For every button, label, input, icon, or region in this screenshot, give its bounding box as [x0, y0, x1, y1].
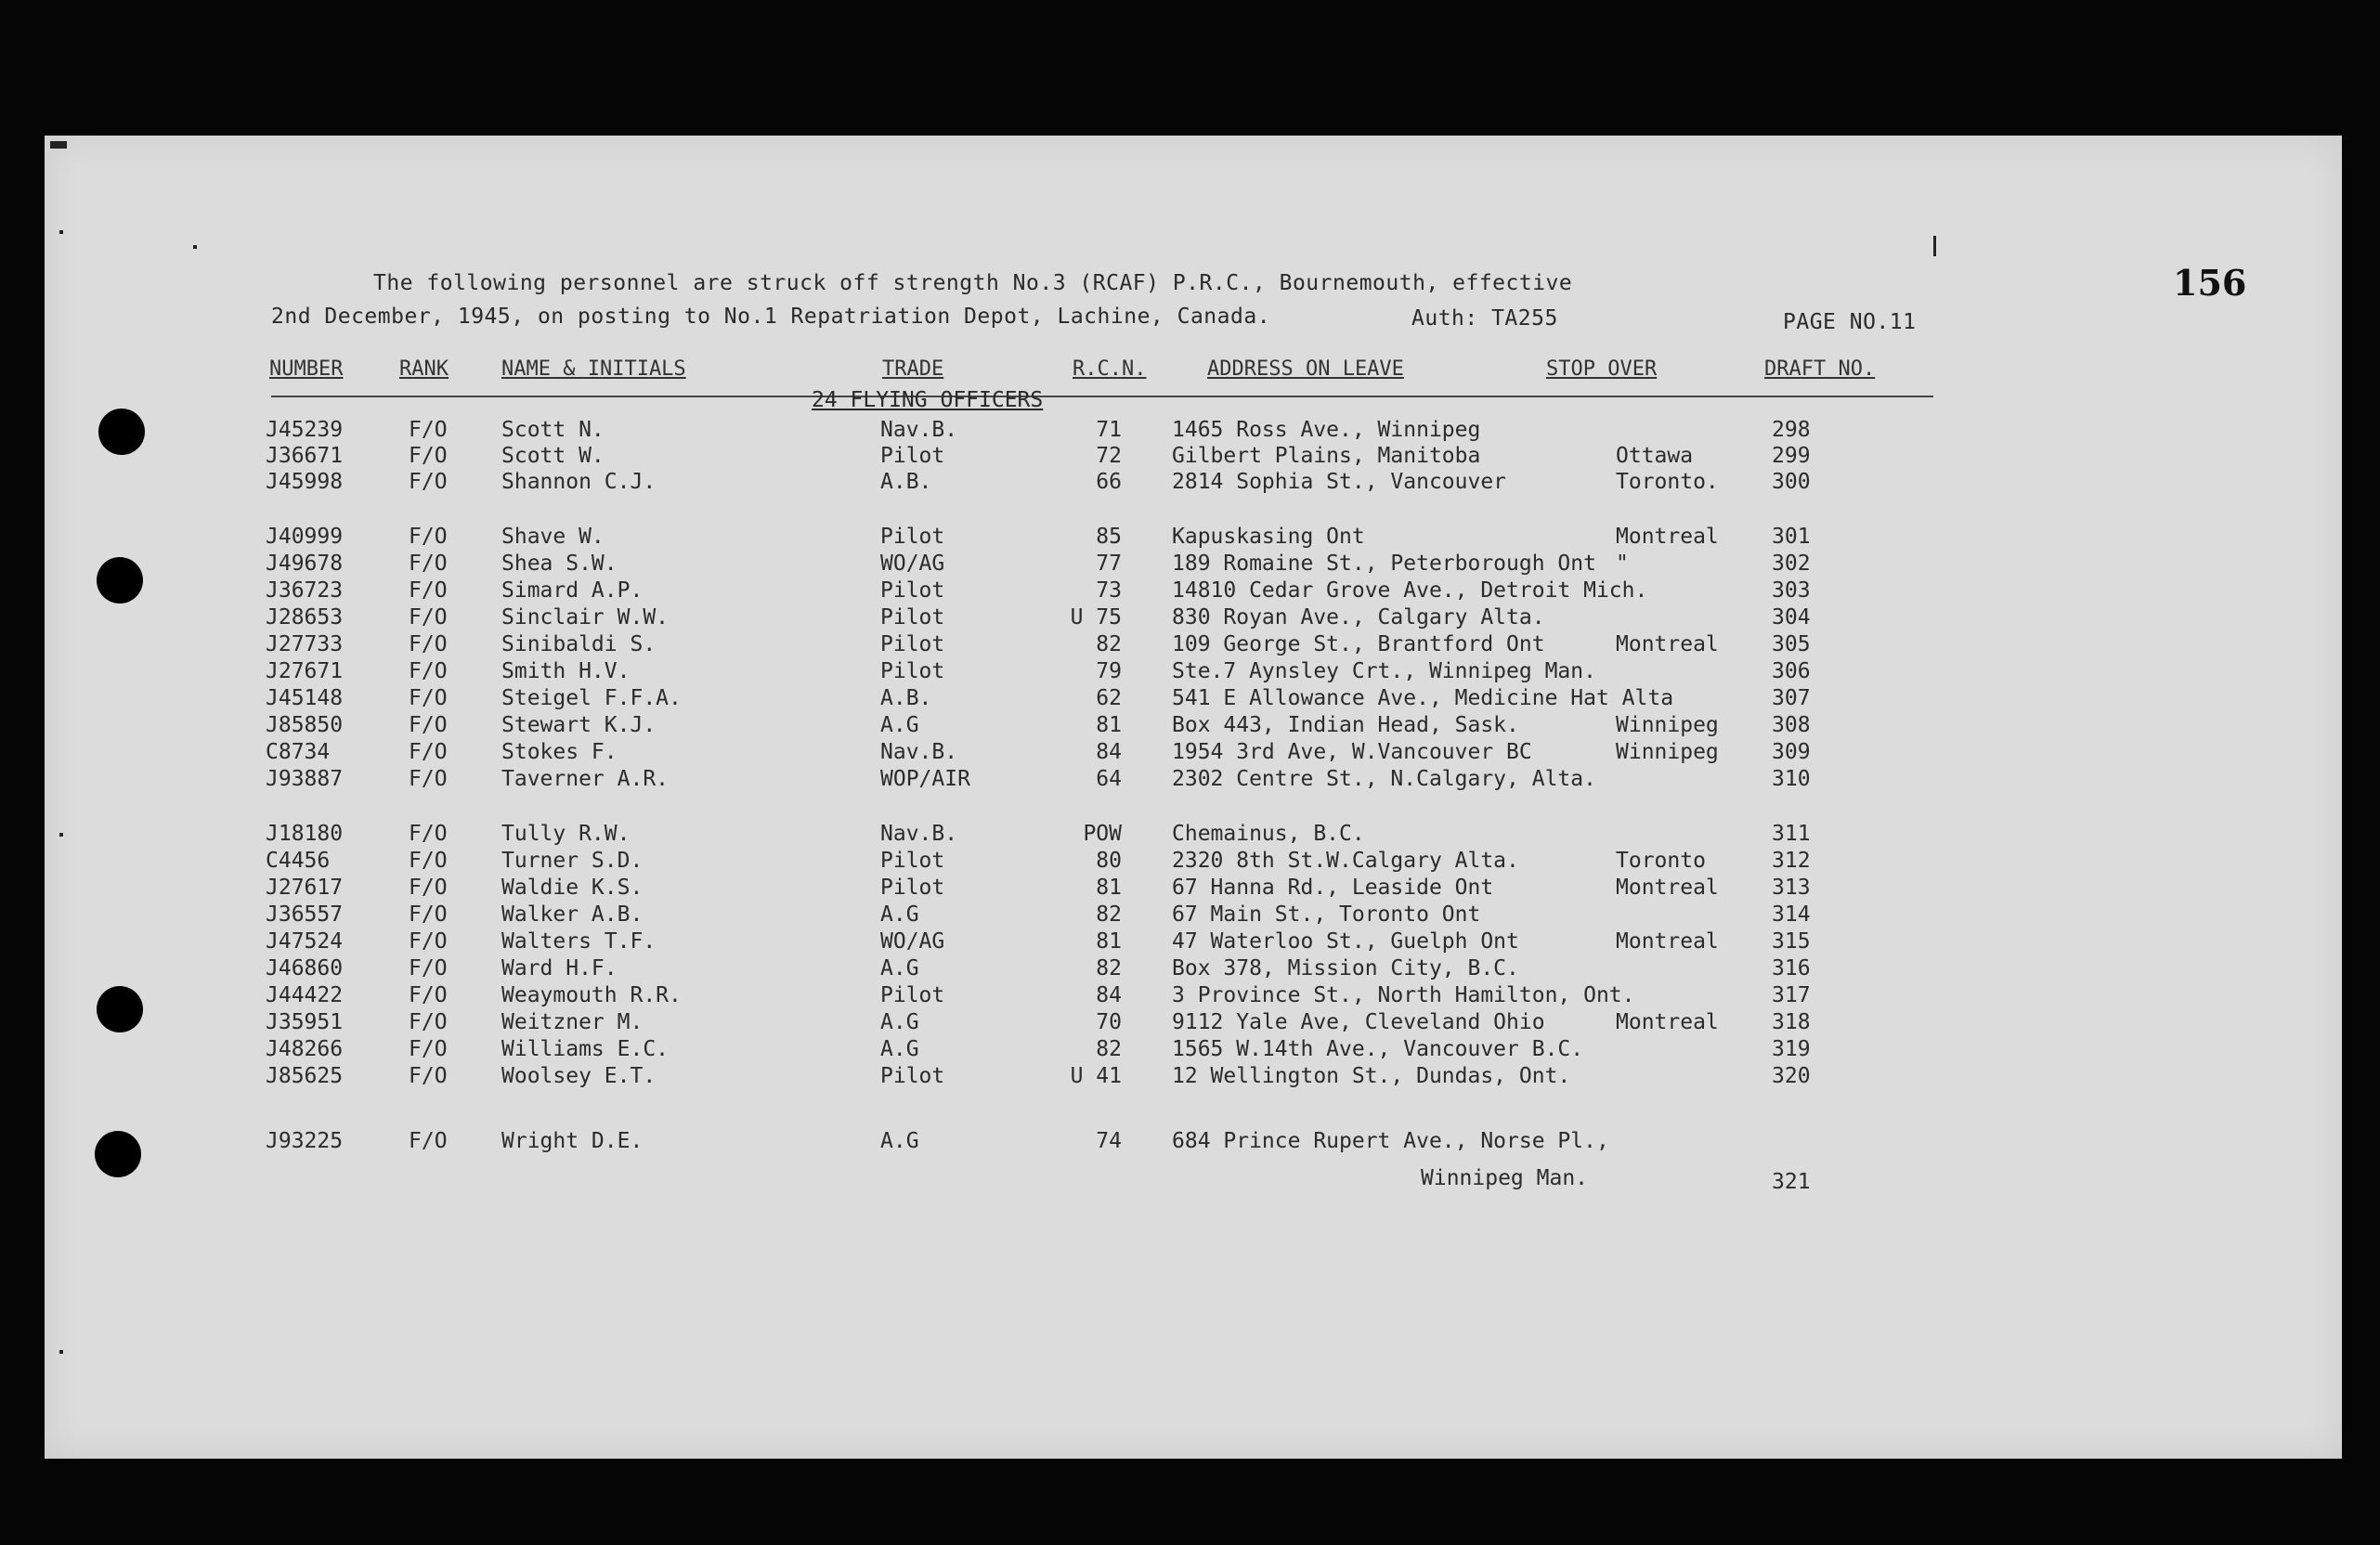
row-rcn: 79	[1096, 659, 1122, 683]
table-row	[0, 929, 2380, 957]
row-name: Taverner A.R.	[501, 767, 670, 791]
header-rank: RANK	[399, 357, 449, 381]
row-trade: A.G	[880, 1129, 919, 1153]
row-stop-over: Montreal	[1616, 929, 1719, 954]
row-rank: F/O	[409, 902, 448, 927]
row-rcn: 82	[1096, 632, 1122, 656]
row-trade: Pilot	[880, 578, 945, 603]
row-name: Smith H.V.	[501, 659, 631, 683]
row-name: Walker A.B.	[501, 902, 644, 927]
row-address: 47 Waterloo St., Guelph Ont	[1172, 929, 1519, 954]
row-rank: F/O	[409, 1010, 448, 1034]
row-draft-no: 300	[1772, 470, 1811, 494]
table-row	[0, 1129, 2380, 1194]
row-trade: Pilot	[880, 849, 945, 873]
row-trade: Pilot	[880, 525, 945, 549]
row-rank: F/O	[409, 929, 448, 954]
row-address: Kapuskasing Ont	[1172, 525, 1365, 549]
row-trade: A.G	[880, 713, 919, 737]
table-row	[0, 1010, 2380, 1038]
row-number: J35951	[266, 1010, 344, 1034]
row-stop-over: Montreal	[1616, 876, 1719, 900]
table-row	[0, 876, 2380, 903]
row-name: Stewart K.J.	[501, 713, 657, 737]
table-row	[0, 444, 2380, 472]
row-rank: F/O	[409, 659, 448, 683]
row-name: Stokes F.	[501, 740, 618, 764]
row-address: 2302 Centre St., N.Calgary, Alta.	[1172, 767, 1596, 791]
row-rank: F/O	[409, 578, 448, 603]
row-name: Williams E.C.	[501, 1037, 670, 1061]
row-trade: Pilot	[880, 632, 945, 656]
row-number: J36671	[266, 444, 344, 468]
row-trade: A.G	[880, 902, 919, 927]
table-row	[0, 578, 2380, 606]
table-row	[0, 418, 2380, 446]
row-draft-no: 318	[1772, 1010, 1811, 1034]
sheet-mark	[1933, 236, 1936, 256]
row-address: 14810 Cedar Grove Ave., Detroit Mich.	[1172, 578, 1648, 603]
row-stop-over: Ottawa	[1616, 444, 1694, 468]
table-row	[0, 740, 2380, 768]
header-rcn: R.C.N.	[1073, 357, 1147, 381]
table-row	[0, 525, 2380, 552]
row-stop-over: Toronto	[1616, 849, 1706, 873]
row-name: Shannon C.J.	[501, 470, 657, 494]
header-rule	[271, 396, 1933, 397]
row-address: 1465 Ross Ave., Winnipeg	[1172, 418, 1481, 442]
row-draft-no: 310	[1772, 767, 1811, 791]
row-name: Sinclair W.W.	[501, 605, 670, 630]
row-rank: F/O	[409, 849, 448, 873]
row-rank: F/O	[409, 418, 448, 442]
row-trade: A.B.	[880, 686, 932, 710]
row-rcn: 80	[1096, 849, 1122, 873]
table-row	[0, 713, 2380, 741]
row-draft-no: 313	[1772, 876, 1811, 900]
row-name: Tully R.W.	[501, 822, 631, 846]
row-stop-over: Montreal	[1616, 1010, 1719, 1034]
row-stop-over: Montreal	[1616, 632, 1719, 656]
row-trade: WO/AG	[880, 552, 945, 576]
row-number: J47524	[266, 929, 344, 954]
row-draft-no: 317	[1772, 983, 1811, 1007]
row-rank: F/O	[409, 632, 448, 656]
row-rank: F/O	[409, 956, 448, 980]
row-rcn: 82	[1096, 1037, 1122, 1061]
table-row	[0, 659, 2380, 687]
row-number: J27733	[266, 632, 344, 656]
row-rcn: 85	[1096, 525, 1122, 549]
row-number: J28653	[266, 605, 344, 630]
row-draft-no: 306	[1772, 659, 1811, 683]
row-number: J44422	[266, 983, 344, 1007]
row-name: Wright D.E.	[501, 1129, 644, 1153]
row-stop-over: Winnipeg	[1616, 740, 1719, 764]
row-name: Turner S.D.	[501, 849, 644, 873]
row-rank: F/O	[409, 1037, 448, 1061]
row-trade: A.B.	[880, 470, 932, 494]
row-rcn: 81	[1096, 713, 1122, 737]
row-draft-no: 312	[1772, 849, 1811, 873]
header-address: ADDRESS ON LEAVE	[1207, 357, 1404, 381]
row-rank: F/O	[409, 876, 448, 900]
row-draft-no: 321	[1772, 1170, 1811, 1194]
row-trade: A.G	[880, 1037, 919, 1061]
row-address: 67 Hanna Rd., Leaside Ont	[1172, 876, 1494, 900]
row-number: C4456	[266, 849, 331, 873]
row-trade: Nav.B.	[880, 740, 958, 764]
row-name: Sinibaldi S.	[501, 632, 657, 656]
row-draft-no: 303	[1772, 578, 1811, 603]
row-trade: Pilot	[880, 876, 945, 900]
row-rank: F/O	[409, 605, 448, 630]
row-rcn: 84	[1096, 740, 1122, 764]
sheet-mark	[50, 141, 67, 149]
row-stop-over: Montreal	[1616, 525, 1719, 549]
row-name: Ward H.F.	[501, 956, 618, 980]
row-trade: WOP/AIR	[880, 767, 970, 791]
row-trade: Pilot	[880, 659, 945, 683]
header-number: NUMBER	[269, 357, 344, 381]
row-number: J27671	[266, 659, 344, 683]
row-draft-no: 308	[1772, 713, 1811, 737]
row-number: J36723	[266, 578, 344, 603]
row-address: 109 George St., Brantford Ont	[1172, 632, 1545, 656]
row-draft-no: 315	[1772, 929, 1811, 954]
row-number: J46860	[266, 956, 344, 980]
row-draft-no: 298	[1772, 418, 1811, 442]
row-rcn: 84	[1096, 983, 1122, 1007]
row-number: C8734	[266, 740, 331, 764]
row-name: Shea S.W.	[501, 552, 618, 576]
intro-line-2: 2nd December, 1945, on posting to No.1 Repatriation Depot, Lachine, Canada.	[271, 305, 1271, 329]
row-trade: Pilot	[880, 1064, 945, 1088]
row-trade: Nav.B.	[880, 418, 958, 442]
row-name: Scott N.	[501, 418, 605, 442]
table-row	[0, 605, 2380, 633]
row-draft-no: 302	[1772, 552, 1811, 576]
row-address: 684 Prince Rupert Ave., Norse Pl.,	[1172, 1129, 1609, 1153]
page-stamp: 156	[2173, 262, 2247, 304]
row-rank: F/O	[409, 822, 448, 846]
row-draft-no: 304	[1772, 605, 1811, 630]
row-draft-no: 314	[1772, 902, 1811, 927]
row-rcn: 81	[1096, 929, 1122, 954]
row-rcn: 73	[1096, 578, 1122, 603]
header-trade: TRADE	[882, 357, 944, 381]
row-rank: F/O	[409, 552, 448, 576]
row-draft-no: 309	[1772, 740, 1811, 764]
header-stop-over: STOP OVER	[1546, 357, 1658, 381]
row-draft-no: 311	[1772, 822, 1811, 846]
row-rank: F/O	[409, 470, 448, 494]
row-name: Scott W.	[501, 444, 605, 468]
row-rcn: POW	[1083, 822, 1122, 846]
row-trade: Pilot	[880, 444, 945, 468]
header-draft-no: DRAFT NO.	[1764, 357, 1876, 381]
row-number: J45148	[266, 686, 344, 710]
sheet-mark	[59, 230, 63, 234]
page-number: PAGE NO.11	[1783, 310, 1917, 334]
row-address: Box 443, Indian Head, Sask.	[1172, 713, 1519, 737]
row-number: J85625	[266, 1064, 344, 1088]
row-number: J93887	[266, 767, 344, 791]
table-row	[0, 1064, 2380, 1092]
row-rcn: 64	[1096, 767, 1122, 791]
row-address: 189 Romaine St., Peterborough Ont	[1172, 552, 1596, 576]
row-rank: F/O	[409, 713, 448, 737]
row-number: J40999	[266, 525, 344, 549]
row-address: Chemainus, B.C.	[1172, 822, 1365, 846]
row-draft-no: 307	[1772, 686, 1811, 710]
row-rank: F/O	[409, 444, 448, 468]
row-rank: F/O	[409, 1064, 448, 1088]
table-row	[0, 902, 2380, 930]
row-rcn: 72	[1096, 444, 1122, 468]
row-rcn: 66	[1096, 470, 1122, 494]
row-name: Weaymouth R.R.	[501, 983, 682, 1007]
row-trade: A.G	[880, 956, 919, 980]
table-row	[0, 983, 2380, 1011]
row-draft-no: 319	[1772, 1037, 1811, 1061]
row-number: J93225	[266, 1129, 344, 1153]
sheet-mark	[193, 245, 197, 249]
row-rank: F/O	[409, 525, 448, 549]
row-number: J27617	[266, 876, 344, 900]
row-trade: A.G	[880, 1010, 919, 1034]
header-name: NAME & INITIALS	[501, 357, 686, 381]
row-name: Woolsey E.T.	[501, 1064, 657, 1088]
row-address: 67 Main St., Toronto Ont	[1172, 902, 1481, 927]
table-row	[0, 849, 2380, 876]
table-row	[0, 1037, 2380, 1065]
row-address-line-2: Winnipeg Man.	[1421, 1166, 1589, 1190]
row-address: 1954 3rd Ave, W.Vancouver BC	[1172, 740, 1532, 764]
row-address: 2814 Sophia St., Vancouver	[1172, 470, 1507, 494]
table-row	[0, 470, 2380, 498]
row-trade: Pilot	[880, 983, 945, 1007]
row-name: Shave W.	[501, 525, 605, 549]
row-rcn: 82	[1096, 902, 1122, 927]
row-rcn: U 75	[1070, 605, 1122, 630]
row-trade: Nav.B.	[880, 822, 958, 846]
row-rcn: 71	[1096, 418, 1122, 442]
row-name: Steigel F.F.A.	[501, 686, 682, 710]
row-address: 830 Royan Ave., Calgary Alta.	[1172, 605, 1545, 630]
row-name: Waldie K.S.	[501, 876, 644, 900]
row-number: J49678	[266, 552, 344, 576]
row-number: J48266	[266, 1037, 344, 1061]
row-address: Box 378, Mission City, B.C.	[1172, 956, 1519, 980]
table-row	[0, 686, 2380, 714]
row-rcn: 81	[1096, 876, 1122, 900]
table-row	[0, 822, 2380, 850]
row-name: Walters T.F.	[501, 929, 657, 954]
row-address: 1565 W.14th Ave., Vancouver B.C.	[1172, 1037, 1584, 1061]
row-draft-no: 301	[1772, 525, 1811, 549]
row-address: Gilbert Plains, Manitoba	[1172, 444, 1481, 468]
row-rcn: 82	[1096, 956, 1122, 980]
row-number: J36557	[266, 902, 344, 927]
row-address: 12 Wellington St., Dundas, Ont.	[1172, 1064, 1571, 1088]
row-number: J85850	[266, 713, 344, 737]
row-draft-no: 316	[1772, 956, 1811, 980]
sheet-mark	[59, 1350, 63, 1354]
row-rcn: 77	[1096, 552, 1122, 576]
row-rcn: 74	[1096, 1129, 1122, 1153]
row-name: Weitzner M.	[501, 1010, 644, 1034]
row-rank: F/O	[409, 767, 448, 791]
row-rank: F/O	[409, 1129, 448, 1153]
row-stop-over: "	[1616, 552, 1629, 576]
row-address: Ste.7 Aynsley Crt., Winnipeg Man.	[1172, 659, 1596, 683]
auth-reference: Auth: TA255	[1411, 306, 1558, 331]
row-trade: Pilot	[880, 605, 945, 630]
row-draft-no: 299	[1772, 444, 1811, 468]
row-number: J45998	[266, 470, 344, 494]
row-trade: WO/AG	[880, 929, 945, 954]
row-rcn: U 41	[1070, 1064, 1122, 1088]
row-draft-no: 320	[1772, 1064, 1811, 1088]
row-rank: F/O	[409, 686, 448, 710]
table-row	[0, 956, 2380, 984]
row-rank: F/O	[409, 740, 448, 764]
row-rcn: 70	[1096, 1010, 1122, 1034]
table-row	[0, 767, 2380, 795]
table-row	[0, 552, 2380, 579]
table-row	[0, 632, 2380, 660]
intro-line-1: The following personnel are struck off strength No.3 (RCAF) P.R.C., Bournemouth, effective	[373, 271, 1573, 295]
row-address: 2320 8th St.W.Calgary Alta.	[1172, 849, 1519, 873]
row-address: 541 E Allowance Ave., Medicine Hat Alta	[1172, 686, 1674, 710]
row-address: 3 Province St., North Hamilton, Ont.	[1172, 983, 1635, 1007]
group-title: 24 FLYING OFFICERS	[812, 388, 1044, 412]
document-sheet	[45, 136, 2342, 1459]
row-draft-no: 305	[1772, 632, 1811, 656]
row-rcn: 62	[1096, 686, 1122, 710]
row-rank: F/O	[409, 983, 448, 1007]
row-number: J18180	[266, 822, 344, 846]
row-stop-over: Toronto.	[1616, 470, 1719, 494]
row-name: Simard A.P.	[501, 578, 644, 603]
row-stop-over: Winnipeg	[1616, 713, 1719, 737]
row-address: 9112 Yale Ave, Cleveland Ohio	[1172, 1010, 1545, 1034]
row-number: J45239	[266, 418, 344, 442]
